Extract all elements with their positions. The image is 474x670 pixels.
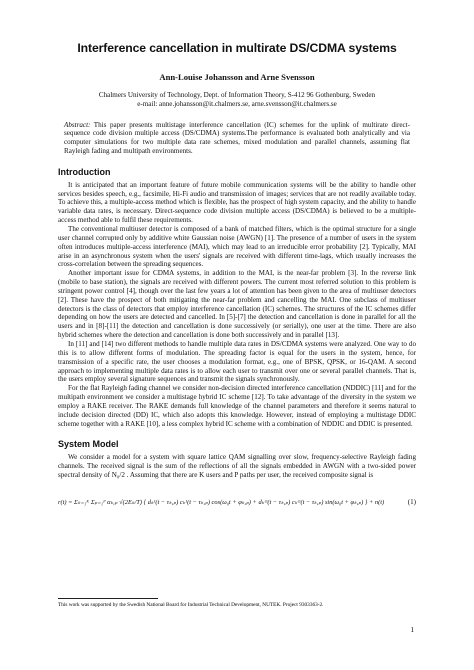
intro-paragraph: In [11] and [14] two different methods to handle multiple data rates in DS/CDMA systems were analyzed. One way to do this is to allow different forms of modulation. The spreading factor is equal for the users in the system, hence, for transmission of a specific rate, the user chooses a modulation format, e.g., one of BPSK, QPSK, or 16-QAM. A second approach to implementing multiple data rates is to allow each user to transmit over one or several parallel channels. That is, the users employ several signature sequences and transmit the signals synchronously. [58,339,416,384]
footnote-rule [58,598,158,599]
intro-paragraph: For the flat Rayleigh fading channel we consider non-decision directed interference cancellation (NDDIC) [11] and for the multipath environment we consider a multistage hybrid IC scheme [12]. To take advantage of the diversity in the system we employ a RAKE receiver. The RAKE demands full knowledge of the channel parameters and therefore it seems natural to include decision directed (DD) IC, which also adopts this knowledge. However, instead of employing a multistage DDIC scheme together with a RAKE [10], a less complex hybrid IC scheme with a combination of NDDIC and DDIC is presented. [58,384,416,428]
abstract-label: Abstract: [64,120,91,129]
section-heading-system-model: System Model [58,439,119,450]
paper-authors: Ann-Louise Johansson and Arne Svensson [159,72,315,82]
footnote: This work was supported by the Swedish National Board for Industrial Technical Development, NUTEK. Project 9303363-2. [58,602,324,608]
paper-title: Interference cancellation in multirate DS/CDMA systems [77,41,397,55]
abstract-text: This paper presents multistage interference cancellation (IC) schemes for the uplink of multirate direct-sequence code division multiple access (DS/CDMA) systems.The performance is evaluated both analytically and via computer simulations for two multiple data rate schemes, mixed modulation and parallel channels, assuming flat Rayleigh fading and multipath environments. [64,120,410,155]
intro-paragraph: The conventional multiuser detector is composed of a bank of matched filters, which is the optimal structure for a single user channel corrupted only by additive white Gaussian noise (AWGN) [1]. The presence of a number of users in the system often introduces multiple-access interference (MAI), which may lead to an irreducible error probability [2]. Typically, MAI arise in an asynchronous system when the users' signals are received with different time-lags, which usually increases the cross-correlation between the spreading sequences. [58,225,416,269]
page-number: 1 [410,626,414,634]
affiliation [58,91,416,109]
section-heading-introduction: Introduction [58,166,111,177]
system-model-paragraph: We consider a model for a system with square lattice QAM signalling over slow, frequency-selective Rayleigh fading channels. The received signal is the sum of the reflections of all the signals embedded in AWGN with a two-sided power spectral density of N₀/2 . Assuming that there are K users and P paths per user, the received composite signal is [58,453,416,480]
intro-paragraph: Another important issue for CDMA systems, in addition to the MAI, is the near-far problem [3]. In the reverse link (mobile to base station), the signals are received with different powers. The current most referred solution to this problem is stringent power control [4], though over the last few years a lot of attention has been given to the area of multiuser detectors [2]. These have the prospect of both mitigating the near-far problem and cancelling the MAI. One subclass of multiuser detectors is the class of detectors that employ interference cancellation (IC) schemes. The structures of the IC schemes differ depending on how the users are detected and cancelled. In [5]-[7] the detection and cancellation is done in parallel for all the users and in [8]-[11] the detection and cancellation is done successively (or serially), one user at the time. There are also hybrid schemes where the detection and cancellation is done both successively and in parallel [13]. [58,269,416,340]
abstract [64,121,410,156]
equation-number: (1) [407,497,416,506]
affiliation-email: e-mail: anne.johansson@it.chalmers.se, arne.svensson@it.chalmers.se [137,99,337,108]
equation-body: r(t) = Σₖ₌₁ᴷ Σₚ₌₁ᴾ αₖ,ₚ √(2Eₖ/T) { dₖᴵ(t − τₖ,ₚ) cₖᴵ(t − τₖ,ₚ) cos(ω₀t + φₖ,ₚ) + dₖᴼ(t − τₖ,ₚ) cₖᴼ(t − τₖ,ₚ) sin(ω₀t + φₖ,ₚ) } + n(t) [58,498,385,506]
affiliation-institution: Chalmers University of Technology, Dept. of Information Theory, S-412 96 Gothenburg, Sweden [98,91,376,99]
equation-1 [58,487,416,517]
intro-paragraph: It is anticipated that an important feature of future mobile communication systems will be the ability to handle other services besides speech, e.g., facsimile, Hi-Fi audio and transmission of images; services that are not readily available today. To achieve this, a multiple-access method which is flexible, has the prospect of high system capacity, and the ability to handle variable data rates, is necessary. Direct-sequence code division multiple access (DS/CDMA) is believed to be a multiple-access method able to fulfil these requirements. [58,180,416,225]
